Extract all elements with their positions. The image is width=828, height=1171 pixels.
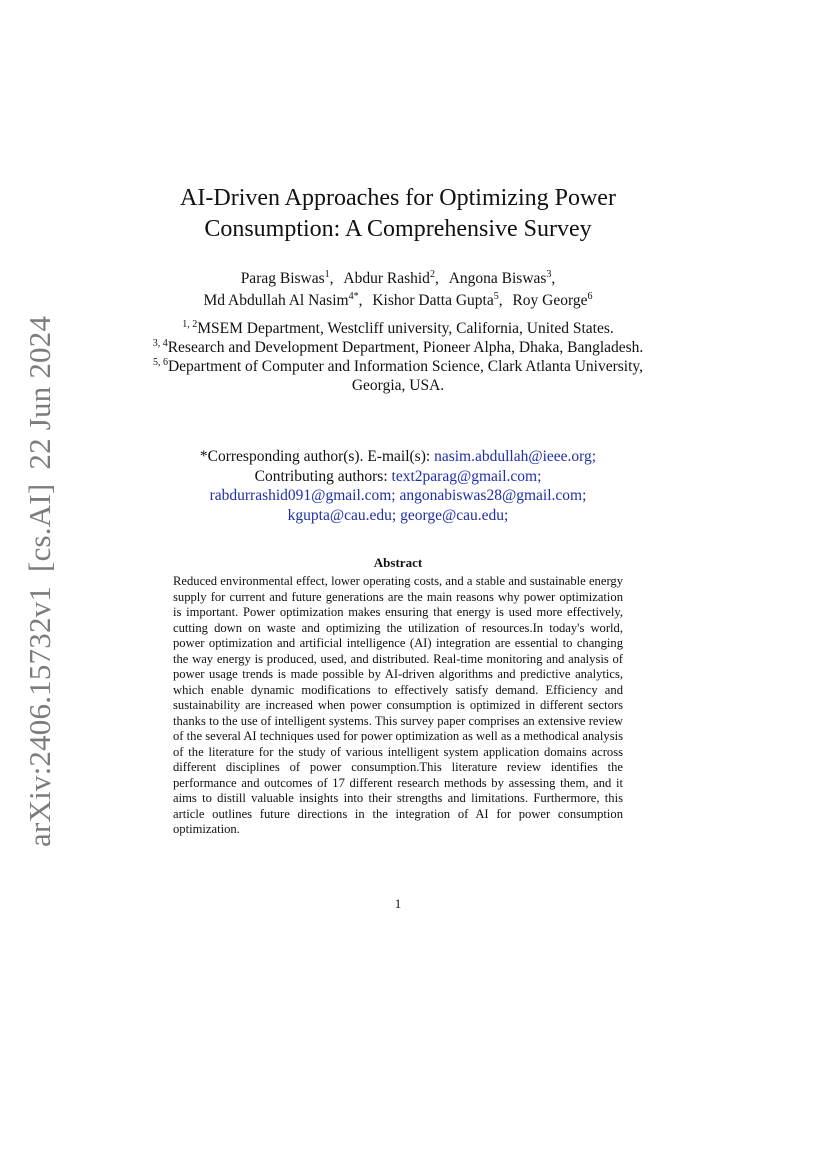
email-line [150,486,646,506]
email-link[interactable]: nasim.abdullah@ieee.org; [434,448,597,465]
paper-title [120,183,676,245]
author: Parag Biswas$^1$, [240,269,334,287]
email-link[interactable]: george@cau.edu; [400,506,509,524]
abstract-text: Reduced environmental effect, lower operating costs, and a stable and sustainable energy supply for current and future generations are the main reasons why power optimization is important. Power optimization makes ensuring that energy is used more effectively, cutting down on waste and optimizing the utilization of resources.In today's world, power optimization and artificial intelligence (AI) integration are essential to changing the way energy is produced, used, and distributed. Real-time monitoring and analysis of power usage trends is made possible by AI-driven algorithms and predictive analytics, which enable dynamic modifications to effectively satisfy demand. Efficiency and sustainability are increased when power consumption is optimized in different sectors thanks to the use of intelligent systems. This survey paper comprises an extensive review of the several AI techniques used for power optimization as well as a methodical analysis of the literature for the study of various intelligent system application domains across different disciplines of power consumption.This literature review identifies the performance and outcomes of 17 different research methods by assessing them, and it aims to distill valuable insights into their strengths and limitations. Furthermore, this article outlines future directions in the integration of AI for power consumption optimization. [173,574,623,836]
affiliation: $^{5, 6}$Department of Computer and Information Science, Clark Atlanta University, Georgia, USA. [152,357,644,394]
affiliation: $^{1, 2}$MSEM Department, Westcliff university, California, United States. [182,319,614,337]
affiliation: $^{3, 4}$Research and Development Department, Pioneer Alpha, Dhaka, Bangladesh. [152,338,644,356]
page-number: 1 [394,896,402,911]
author: Roy George$^6$ [512,291,593,309]
author: Abdur Rashid$^2$, [343,269,439,287]
abstract-heading: Abstract [373,555,423,570]
title-line-1: AI-Driven Approaches for Optimizing Power [180,185,616,211]
author: Kishor Datta Gupta$^5$, [372,291,503,309]
contact-info [150,447,646,525]
arxiv-date: 22 Jun 2024 [22,315,57,470]
arxiv-category: [cs.AI] [22,483,57,572]
author-line-1 [130,268,666,290]
author-line-2 [130,290,666,312]
arxiv-watermark [22,302,58,847]
corresponding-line [150,447,646,467]
email-line [150,506,646,526]
author: Md Abdullah Al Nasim$^{4*}$, [203,291,363,309]
contributing-label: Contributing authors: [254,467,388,485]
email-link[interactable]: rabdurrashid091@gmail.com; [209,487,396,504]
email-link[interactable]: angonabiswas28@gmail.com; [399,487,587,504]
author: Angona Biswas$^3$, [448,269,556,287]
email-link[interactable]: text2parag@gmail.com; [391,467,542,485]
arxiv-id: arXiv:2406.15732v1 [22,585,57,847]
title-line-2: Consumption: A Comprehensive Survey [204,216,592,242]
contributing-line [150,467,646,487]
affiliations [150,319,646,395]
email-link[interactable]: kgupta@cau.edu; [287,506,397,524]
corresponding-label: *Corresponding author(s). E-mail(s): [199,448,431,465]
author-list [130,268,666,312]
